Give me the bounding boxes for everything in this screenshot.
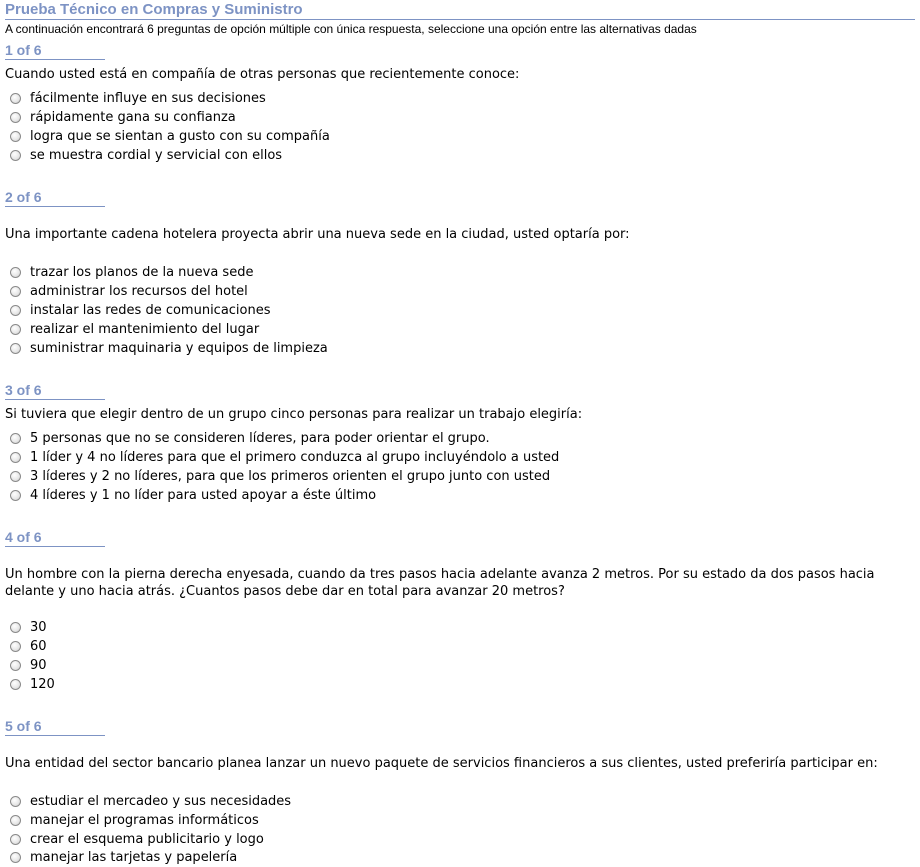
option-label: 4 líderes y 1 no líder para usted apoyar a éste último bbox=[30, 488, 377, 503]
question-2-option-4[interactable] bbox=[10, 320, 259, 339]
question-5-option-2[interactable] bbox=[10, 811, 259, 830]
question-5-option-1[interactable] bbox=[10, 792, 291, 811]
instructions-text: A continuación encontrará 6 preguntas de opción múltiple con única respuesta, seleccione una opción entre las alternativas dadas bbox=[5, 22, 697, 36]
question-3-option-3[interactable] bbox=[10, 467, 550, 486]
question-2-header: 2 of 6 bbox=[5, 189, 105, 207]
radio-button[interactable] bbox=[10, 131, 21, 142]
option-label: estudiar el mercadeo y sus necesidades bbox=[30, 794, 292, 809]
question-2-option-3[interactable] bbox=[10, 301, 271, 320]
question-4-option-1[interactable] bbox=[10, 618, 47, 637]
radio-button[interactable] bbox=[10, 641, 21, 652]
option-label: rápidamente gana su confianza bbox=[30, 110, 236, 125]
question-4-header: 4 of 6 bbox=[5, 529, 105, 547]
question-1-text: Cuando usted está en compañía de otras personas que recientemente conoce: bbox=[5, 67, 520, 82]
question-4-option-2[interactable] bbox=[10, 637, 47, 656]
question-2-option-1[interactable] bbox=[10, 263, 253, 282]
question-1-option-1[interactable] bbox=[10, 89, 266, 108]
option-label: suministrar maquinaria y equipos de limpieza bbox=[30, 341, 328, 356]
question-5-text: Una entidad del sector bancario planea lanzar un nuevo paquete de servicios financieros a sus clientes, usted preferiría participar en: bbox=[5, 756, 878, 771]
radio-button[interactable] bbox=[10, 622, 21, 633]
radio-button[interactable] bbox=[10, 852, 21, 863]
radio-button[interactable] bbox=[10, 343, 21, 354]
option-label: 3 líderes y 2 no líderes, para que los primeros orienten el grupo junto con usted bbox=[30, 469, 551, 484]
option-label: se muestra cordial y servicial con ellos bbox=[30, 148, 283, 163]
question-4-option-4[interactable] bbox=[10, 675, 55, 694]
radio-button[interactable] bbox=[10, 93, 21, 104]
question-1-header: 1 of 6 bbox=[5, 42, 105, 60]
question-3-option-2[interactable] bbox=[10, 448, 559, 467]
question-5-option-4[interactable] bbox=[10, 848, 237, 867]
question-3-text: Si tuviera que elegir dentro de un grupo cinco personas para realizar un trabajo elegiría: bbox=[5, 407, 583, 422]
page-title: Prueba Técnico en Compras y Suministro bbox=[5, 1, 915, 20]
question-5-option-3[interactable] bbox=[10, 830, 264, 849]
option-label: fácilmente influye en sus decisiones bbox=[30, 91, 266, 106]
radio-button[interactable] bbox=[10, 433, 21, 444]
option-label: 60 bbox=[30, 639, 47, 654]
option-label: manejar el programas informáticos bbox=[30, 813, 259, 828]
radio-button[interactable] bbox=[10, 490, 21, 501]
option-label: realizar el mantenimiento del lugar bbox=[30, 322, 260, 337]
radio-button[interactable] bbox=[10, 660, 21, 671]
radio-button[interactable] bbox=[10, 815, 21, 826]
radio-button[interactable] bbox=[10, 834, 21, 845]
option-label: administrar los recursos del hotel bbox=[30, 284, 248, 299]
option-label: crear el esquema publicitario y logo bbox=[30, 832, 264, 847]
option-label: 120 bbox=[30, 677, 55, 692]
question-2-option-5[interactable] bbox=[10, 339, 328, 358]
option-label: 30 bbox=[30, 620, 47, 635]
question-1-option-2[interactable] bbox=[10, 108, 236, 127]
radio-button[interactable] bbox=[10, 112, 21, 123]
question-1-option-4[interactable] bbox=[10, 146, 282, 165]
option-label: 90 bbox=[30, 658, 47, 673]
question-3-header: 3 of 6 bbox=[5, 382, 105, 400]
option-label: instalar las redes de comunicaciones bbox=[30, 303, 271, 318]
option-label: trazar los planos de la nueva sede bbox=[30, 265, 254, 280]
radio-button[interactable] bbox=[10, 286, 21, 297]
radio-button[interactable] bbox=[10, 150, 21, 161]
question-1-option-3[interactable] bbox=[10, 127, 330, 146]
radio-button[interactable] bbox=[10, 324, 21, 335]
radio-button[interactable] bbox=[10, 305, 21, 316]
question-3-option-4[interactable] bbox=[10, 486, 376, 505]
question-2-text: Una importante cadena hotelera proyecta abrir una nueva sede en la ciudad, usted optaría por: bbox=[5, 227, 630, 242]
radio-button[interactable] bbox=[10, 796, 21, 807]
question-2-option-2[interactable] bbox=[10, 282, 248, 301]
radio-button[interactable] bbox=[10, 471, 21, 482]
question-3-option-1[interactable] bbox=[10, 429, 490, 448]
question-4-option-3[interactable] bbox=[10, 656, 47, 675]
option-label: 1 líder y 4 no líderes para que el primero conduzca al grupo incluyéndolo a usted bbox=[30, 450, 560, 465]
radio-button[interactable] bbox=[10, 452, 21, 463]
option-label: 5 personas que no se consideren líderes, para poder orientar el grupo. bbox=[30, 431, 490, 446]
question-5-header: 5 of 6 bbox=[5, 718, 105, 736]
radio-button[interactable] bbox=[10, 679, 21, 690]
option-label: manejar las tarjetas y papelería bbox=[30, 850, 238, 865]
radio-button[interactable] bbox=[10, 267, 21, 278]
option-label: logra que se sientan a gusto con su compañía bbox=[30, 129, 330, 144]
question-4-text: Un hombre con la pierna derecha enyesada, cuando da tres pasos hacia adelante avanza 2 metros. Por su estado da dos pasos hacia delante y uno hacia atrás. ¿Cuantos pasos debe dar en total para avanzar 20 metros? bbox=[5, 567, 875, 599]
